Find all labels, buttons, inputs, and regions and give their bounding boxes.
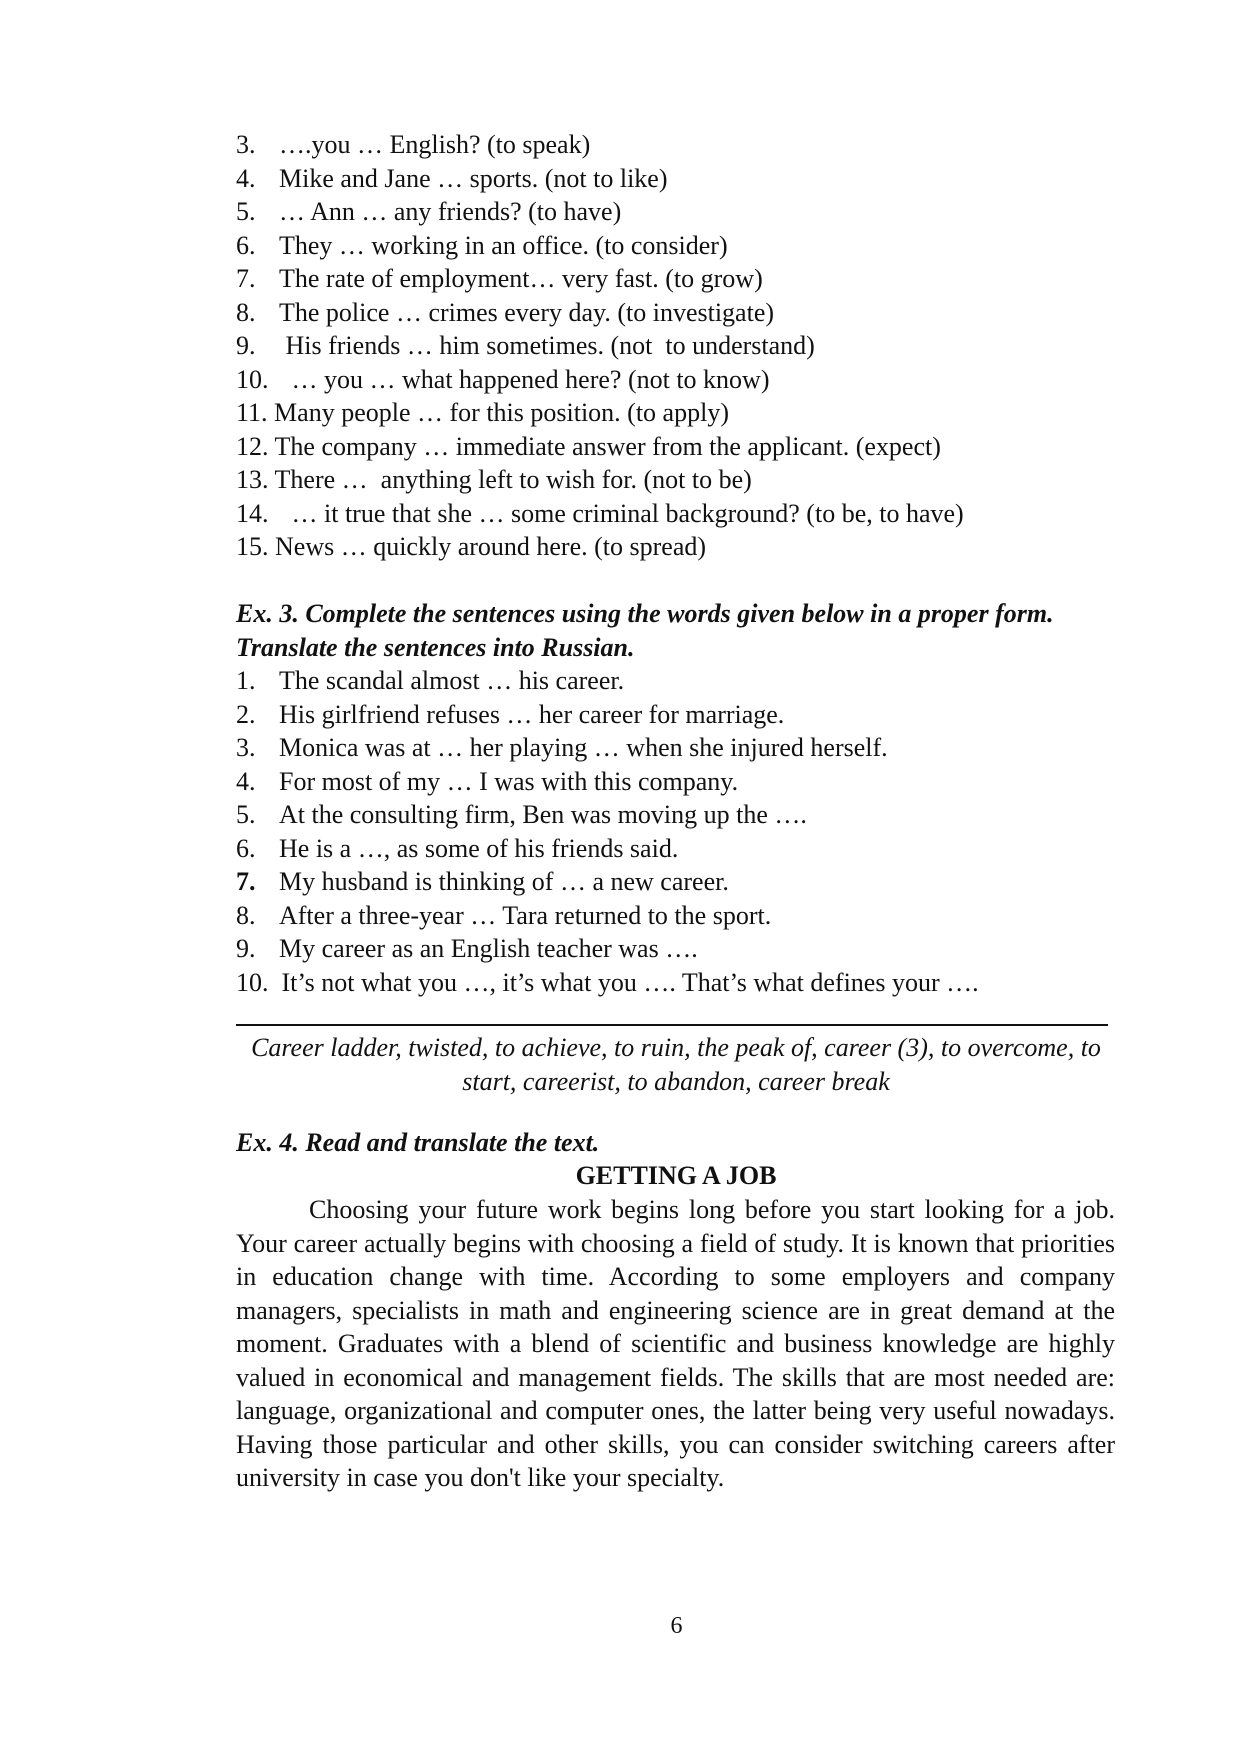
ex2-item: 9. His friends … him sometimes. (not to understand) <box>236 331 815 360</box>
divider-line <box>236 1024 1108 1026</box>
word-bank: Career ladder, twisted, to achieve, to ruin, the peak of, career (3), to overcome, to start, careerist, to abandon, career break <box>251 1033 1101 1096</box>
ex3-item: 2. His girlfriend refuses … her career for marriage. <box>236 700 785 729</box>
ex3-item: 3. Monica was at … her playing … when she injured herself. <box>236 733 888 762</box>
ex3-heading: Ex. 3. Complete the sentences using the words given below in a proper form. Translate the sentences into Russian. <box>236 599 1054 662</box>
ex3-item: 10. It’s not what you …, it’s what you …. That’s what defines your …. <box>236 968 979 997</box>
ex3-item: 1. The scandal almost … his career. <box>236 666 625 695</box>
ex3-item: 9. My career as an English teacher was …. <box>236 934 698 963</box>
ex2-item: 10. … you … what happened here? (not to know) <box>236 365 770 394</box>
ex3-item: 5. At the consulting firm, Ben was moving up the …. <box>236 800 807 829</box>
ex4-heading: Ex. 4. Read and translate the text. <box>236 1128 600 1157</box>
page-number: 6 <box>670 1613 683 1639</box>
ex3-item: 8. After a three-year … Tara returned to the sport. <box>236 901 772 930</box>
ex2-item: 15. News … quickly around here. (to spread) <box>236 532 707 561</box>
ex3-item: 4. For most of my … I was with this company. <box>236 767 739 796</box>
ex2-item: 7. The rate of employment… very fast. (to grow) <box>236 264 763 293</box>
text-title: GETTING A JOB <box>575 1161 777 1190</box>
ex2-item: 8. The police … crimes every day. (to investigate) <box>236 298 775 327</box>
ex2-item: 6. They … working in an office. (to consider) <box>236 231 728 260</box>
ex3-item: 7. My husband is thinking of … a new career. <box>236 867 729 896</box>
ex2-item: 3. ….you … English? (to speak) <box>236 130 591 159</box>
ex3-item: 6. He is a …, as some of his friends said. <box>236 834 679 863</box>
ex2-item: 14. … it true that she … some criminal background? (to be, to have) <box>236 499 964 528</box>
ex2-item: 4. Mike and Jane … sports. (not to like) <box>236 164 668 193</box>
ex2-item: 12. The company … immediate answer from the applicant. (expect) <box>236 432 941 461</box>
ex2-item: 13. There … anything left to wish for. (not to be) <box>236 465 752 494</box>
ex2-item: 11. Many people … for this position. (to apply) <box>236 398 729 427</box>
text-paragraph: Choosing your future work begins long before you start looking for a job. Your career actually begins with choosing a field of study. It is known that priorities in education change with time. According to some employers and company managers, specialists in math and engineering science are in great demand at the moment. Graduates with a blend of scientific and business knowledge are highly valued in economical and management fields. The skills that are most needed are: language, organizational and computer ones, the latter being very useful nowadays. Having those particular and other skills, you can consider switching careers after university in case you don't like your specialty. <box>236 1195 1115 1492</box>
ex2-item: 5. … Ann … any friends? (to have) <box>236 197 622 226</box>
